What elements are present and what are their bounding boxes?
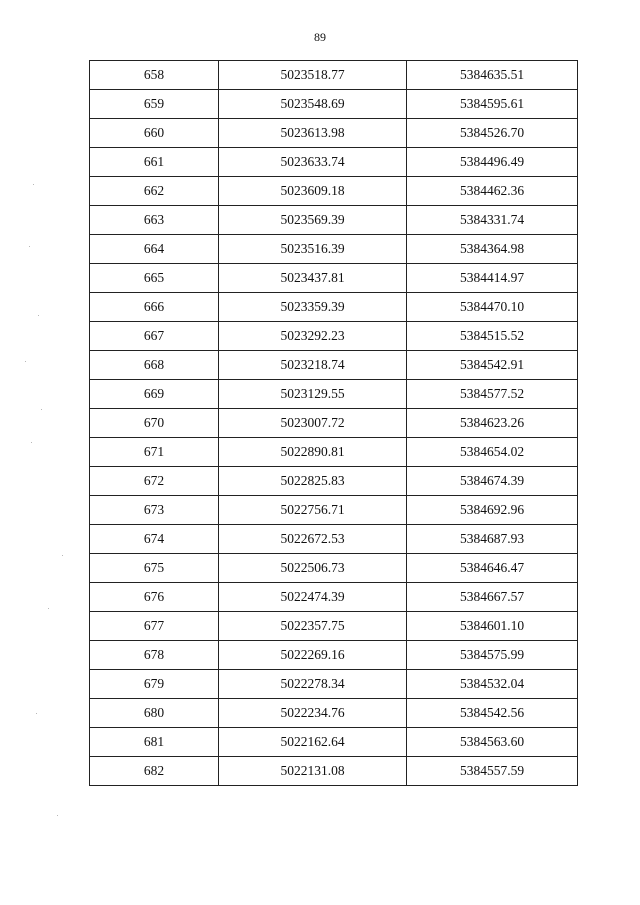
point-id-cell: 673	[90, 496, 219, 525]
point-id-cell: 677	[90, 612, 219, 641]
y-coordinate-cell: 5384526.70	[407, 119, 578, 148]
point-id-cell: 678	[90, 641, 219, 670]
x-coordinate-cell: 5022234.76	[219, 699, 407, 728]
x-coordinate-cell: 5023007.72	[219, 409, 407, 438]
table-row	[90, 351, 578, 380]
x-coordinate-cell: 5022162.64	[219, 728, 407, 757]
table-row	[90, 380, 578, 409]
scan-speck	[33, 184, 34, 185]
y-coordinate-cell: 5384674.39	[407, 467, 578, 496]
y-coordinate-cell: 5384646.47	[407, 554, 578, 583]
y-coordinate-cell: 5384575.99	[407, 641, 578, 670]
y-coordinate-cell: 5384623.26	[407, 409, 578, 438]
y-coordinate-cell: 5384462.36	[407, 177, 578, 206]
y-coordinate-cell: 5384542.56	[407, 699, 578, 728]
table-row	[90, 322, 578, 351]
y-coordinate-cell: 5384364.98	[407, 235, 578, 264]
table-row	[90, 496, 578, 525]
x-coordinate-cell: 5023516.39	[219, 235, 407, 264]
table-row	[90, 612, 578, 641]
point-id-cell: 679	[90, 670, 219, 699]
x-coordinate-cell: 5022269.16	[219, 641, 407, 670]
y-coordinate-cell: 5384496.49	[407, 148, 578, 177]
x-coordinate-cell: 5022506.73	[219, 554, 407, 583]
x-coordinate-cell: 5023218.74	[219, 351, 407, 380]
table-row	[90, 177, 578, 206]
x-coordinate-cell: 5023292.23	[219, 322, 407, 351]
coordinates-table-body	[90, 61, 578, 786]
scan-speck	[36, 713, 37, 714]
x-coordinate-cell: 5023437.81	[219, 264, 407, 293]
y-coordinate-cell: 5384532.04	[407, 670, 578, 699]
table-row	[90, 699, 578, 728]
table-row	[90, 670, 578, 699]
point-id-cell: 675	[90, 554, 219, 583]
table-row	[90, 61, 578, 90]
coordinates-table	[89, 60, 578, 786]
x-coordinate-cell: 5022890.81	[219, 438, 407, 467]
point-id-cell: 670	[90, 409, 219, 438]
x-coordinate-cell: 5022474.39	[219, 583, 407, 612]
table-row	[90, 525, 578, 554]
y-coordinate-cell: 5384601.10	[407, 612, 578, 641]
point-id-cell: 669	[90, 380, 219, 409]
y-coordinate-cell: 5384557.59	[407, 757, 578, 786]
table-row	[90, 438, 578, 467]
table-row	[90, 467, 578, 496]
scan-speck	[62, 555, 63, 556]
y-coordinate-cell: 5384667.57	[407, 583, 578, 612]
point-id-cell: 667	[90, 322, 219, 351]
point-id-cell: 659	[90, 90, 219, 119]
scan-speck	[31, 442, 32, 443]
point-id-cell: 666	[90, 293, 219, 322]
table-row	[90, 554, 578, 583]
table-row	[90, 90, 578, 119]
scan-speck	[29, 246, 30, 247]
y-coordinate-cell: 5384414.97	[407, 264, 578, 293]
x-coordinate-cell: 5023518.77	[219, 61, 407, 90]
x-coordinate-cell: 5023633.74	[219, 148, 407, 177]
x-coordinate-cell: 5022131.08	[219, 757, 407, 786]
table-row	[90, 206, 578, 235]
scan-speck	[41, 409, 42, 410]
scan-speck	[57, 815, 58, 816]
point-id-cell: 680	[90, 699, 219, 728]
point-id-cell: 660	[90, 119, 219, 148]
y-coordinate-cell: 5384687.93	[407, 525, 578, 554]
table-row	[90, 293, 578, 322]
y-coordinate-cell: 5384470.10	[407, 293, 578, 322]
x-coordinate-cell: 5023129.55	[219, 380, 407, 409]
x-coordinate-cell: 5022278.34	[219, 670, 407, 699]
y-coordinate-cell: 5384692.96	[407, 496, 578, 525]
table-row	[90, 148, 578, 177]
point-id-cell: 668	[90, 351, 219, 380]
scan-speck	[25, 361, 26, 362]
point-id-cell: 661	[90, 148, 219, 177]
point-id-cell: 672	[90, 467, 219, 496]
point-id-cell: 682	[90, 757, 219, 786]
point-id-cell: 674	[90, 525, 219, 554]
point-id-cell: 658	[90, 61, 219, 90]
x-coordinate-cell: 5023548.69	[219, 90, 407, 119]
y-coordinate-cell: 5384595.61	[407, 90, 578, 119]
y-coordinate-cell: 5384577.52	[407, 380, 578, 409]
table-row	[90, 235, 578, 264]
scan-speck	[48, 608, 49, 609]
y-coordinate-cell: 5384635.51	[407, 61, 578, 90]
point-id-cell: 663	[90, 206, 219, 235]
y-coordinate-cell: 5384331.74	[407, 206, 578, 235]
table-row	[90, 264, 578, 293]
table-row	[90, 583, 578, 612]
table-row	[90, 119, 578, 148]
y-coordinate-cell: 5384654.02	[407, 438, 578, 467]
x-coordinate-cell: 5023569.39	[219, 206, 407, 235]
table-row	[90, 757, 578, 786]
table-row	[90, 728, 578, 757]
x-coordinate-cell: 5022756.71	[219, 496, 407, 525]
y-coordinate-cell: 5384542.91	[407, 351, 578, 380]
point-id-cell: 665	[90, 264, 219, 293]
table-row	[90, 409, 578, 438]
point-id-cell: 681	[90, 728, 219, 757]
point-id-cell: 671	[90, 438, 219, 467]
x-coordinate-cell: 5023613.98	[219, 119, 407, 148]
y-coordinate-cell: 5384515.52	[407, 322, 578, 351]
point-id-cell: 664	[90, 235, 219, 264]
point-id-cell: 676	[90, 583, 219, 612]
x-coordinate-cell: 5023609.18	[219, 177, 407, 206]
x-coordinate-cell: 5022672.53	[219, 525, 407, 554]
scan-speck	[38, 315, 39, 316]
x-coordinate-cell: 5022357.75	[219, 612, 407, 641]
point-id-cell: 662	[90, 177, 219, 206]
y-coordinate-cell: 5384563.60	[407, 728, 578, 757]
table-row	[90, 641, 578, 670]
x-coordinate-cell: 5023359.39	[219, 293, 407, 322]
x-coordinate-cell: 5022825.83	[219, 467, 407, 496]
page-number: 89	[314, 30, 326, 44]
